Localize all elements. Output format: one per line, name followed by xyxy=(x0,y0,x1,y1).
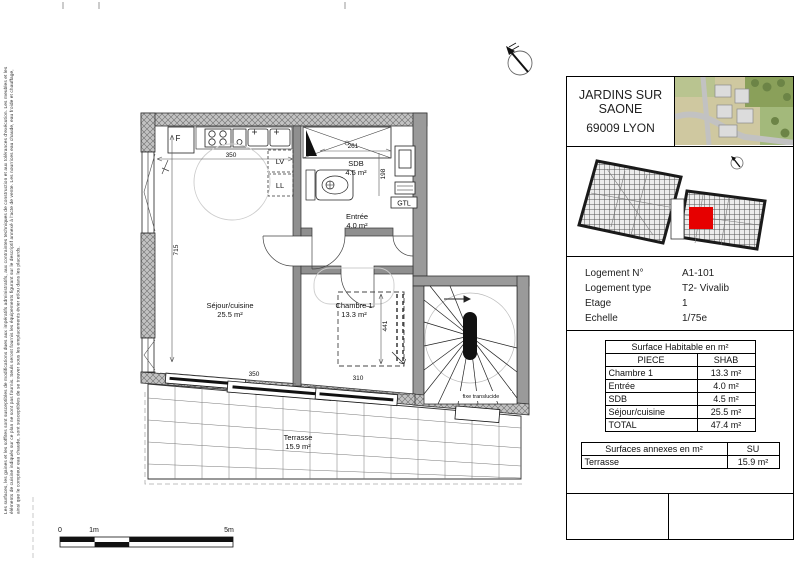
unit-type: T2- Vivalib xyxy=(682,283,730,294)
left-window-lower xyxy=(142,338,155,372)
annex-table-title: Surfaces annexes en m² xyxy=(581,443,727,456)
table-row: Séjour/cuisine 25.5 m² xyxy=(605,406,755,419)
annex-surface-table xyxy=(581,442,780,469)
keyplan-north-icon xyxy=(731,156,743,169)
site-map-thumbnail xyxy=(675,77,793,146)
table-row: Entrée 4.0 m² xyxy=(605,380,755,393)
surface-tables xyxy=(567,331,793,494)
fridge-label: F xyxy=(175,134,181,143)
scale-bar xyxy=(58,527,234,547)
surface-table-title: Surface Habitable en m² xyxy=(605,341,755,354)
disclaimer-text: Les surfaces, les gaines et les soffites sont susceptibles de modifications dues aux impératifs administratifs, aux contraintes techniques de construction et aux tolérances d'exécution. Les meubles et les éléments de cuisine indiqués sur ce plan ne sont pas fournis. Seuls seront fournis les équipements figurant sur le descriptif annexé à l'acte de vente. Les nourrices eau chaude, eau froide et chauffage, ainsi que le compteur eau chaude, sont susceptibles de se trouver sous les emplacements évier et/ou dans les placards. xyxy=(4,66,22,514)
sdb-label: SDB xyxy=(348,159,364,168)
table-row: SDB 4.5 m² xyxy=(605,393,755,406)
info-label: Etage xyxy=(585,298,612,309)
dishwasher-label: LV xyxy=(275,157,285,166)
col-header-piece: PIECE xyxy=(605,354,697,367)
kitchen-fixtures xyxy=(168,127,292,153)
svg-text:441: 441 xyxy=(382,320,389,332)
scale-zero: 0 xyxy=(58,527,62,534)
sink-left xyxy=(248,129,268,146)
scale-one: 1m xyxy=(89,527,99,534)
entree-label: Entrée xyxy=(345,212,369,221)
staircase xyxy=(424,286,517,404)
info-label: Echelle xyxy=(585,313,618,324)
keyplan-core xyxy=(671,199,684,239)
info-label: Logement type xyxy=(585,283,652,294)
chambre-area: 13.3 m² xyxy=(341,310,367,319)
sejour-label: Séjour/cuisine xyxy=(206,301,254,310)
chambre-label: Chambre 1 xyxy=(335,301,373,310)
col-header-shab: SHAB xyxy=(697,354,755,367)
washer-label: LL xyxy=(275,181,285,190)
scale-five: 5m xyxy=(224,527,234,534)
unit-number: A1-101 xyxy=(682,268,715,279)
svg-text:350: 350 xyxy=(225,152,237,159)
sink-right xyxy=(270,129,290,146)
title-block-footer xyxy=(567,494,793,539)
annex-col-su: SU xyxy=(727,443,779,456)
north-arrow-icon xyxy=(506,43,532,75)
svg-text:261: 261 xyxy=(347,143,359,150)
title-block xyxy=(566,76,794,540)
sejour-area: 25.5 m² xyxy=(217,310,243,319)
fixed-glazing-label: fixe translucide xyxy=(462,394,500,400)
stair-newel xyxy=(463,312,477,360)
drawing-scale: 1/75e xyxy=(682,313,708,324)
svg-text:310: 310 xyxy=(352,375,364,382)
sdb-area: 4.5 m² xyxy=(345,168,367,177)
terrace-area-value: 15.9 m² xyxy=(285,442,311,451)
svg-text:198: 198 xyxy=(380,168,387,180)
unit-info xyxy=(567,257,793,331)
terrace-label: Terrasse xyxy=(283,433,313,442)
left-window-upper xyxy=(142,152,169,233)
footer-cell-right xyxy=(669,494,793,539)
table-row: TOTAL 47.4 m² xyxy=(605,419,755,432)
svg-text:350: 350 xyxy=(248,371,260,378)
gtl-label: GTL xyxy=(397,200,411,208)
table-row: Terrasse 15.9 m² xyxy=(581,456,779,469)
project-city: 69009 LYON xyxy=(586,121,655,136)
unit-floor: 1 xyxy=(682,298,688,309)
project-name: JARDINS SUR SAONE xyxy=(578,87,663,116)
title-block-header xyxy=(567,77,793,147)
fold-marks xyxy=(62,2,346,9)
info-label: Logement N° xyxy=(585,268,644,279)
table-row: Chambre 1 13.3 m² xyxy=(605,367,755,380)
unit-highlight xyxy=(689,207,713,229)
footer-cell-left xyxy=(567,494,669,539)
svg-text:715: 715 xyxy=(173,244,180,256)
surface-habitable-table xyxy=(605,340,756,432)
dimension-labels xyxy=(173,143,389,382)
bathroom-fixtures xyxy=(303,127,391,200)
project-identity xyxy=(567,77,675,146)
key-plan xyxy=(567,147,793,257)
entree-area: 4.0 m² xyxy=(346,221,368,230)
